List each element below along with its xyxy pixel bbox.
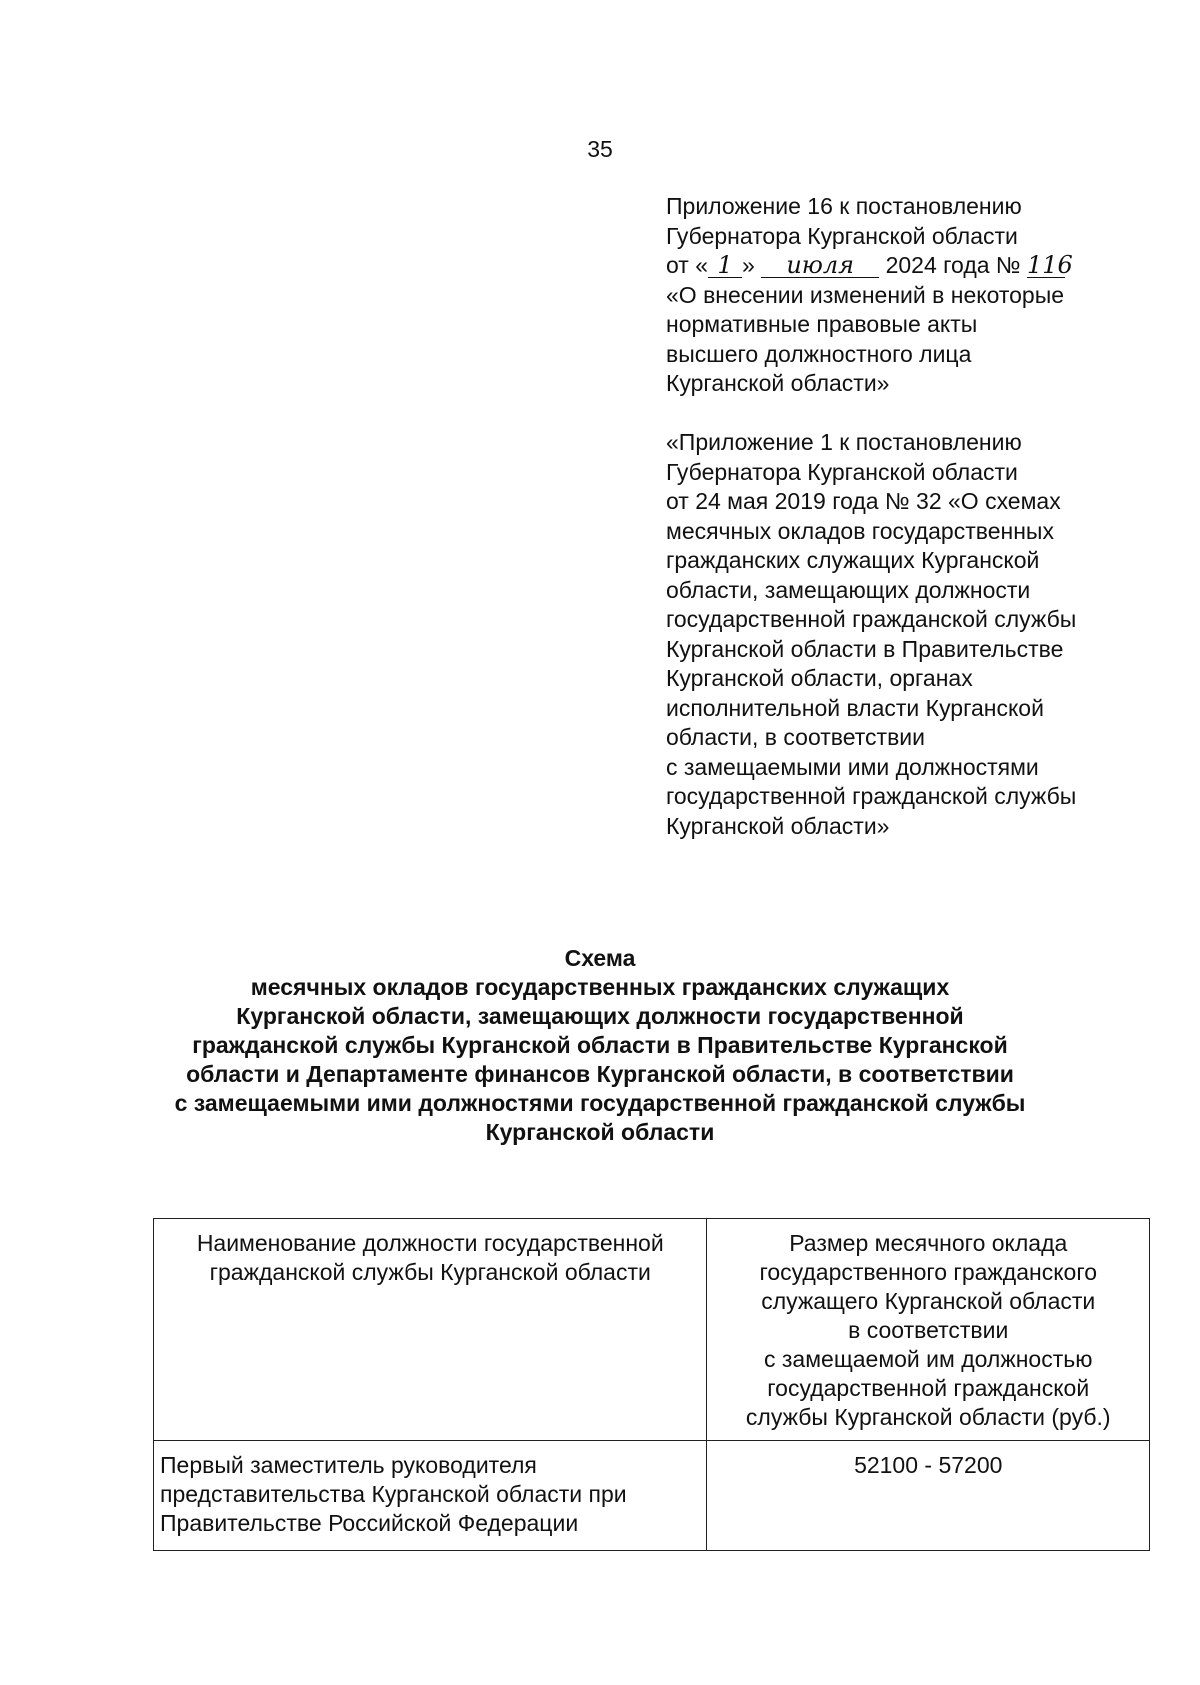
title-line: Схема: [564, 945, 636, 971]
title-line: с замещаемыми ими должностями государственной гражданской службы: [174, 1090, 1026, 1116]
appendix-ref-line: месячных окладов государственных: [666, 517, 1054, 544]
appendix-line: нормативные правовые акты: [666, 311, 978, 337]
appendix-ref-line: Губернатора Курганской области: [666, 458, 1018, 485]
date-year: 2024 года №: [885, 252, 1021, 278]
appendix-ref-line: от 24 мая 2019 года № 32 «О схемах: [666, 488, 1061, 514]
appendix-ref-line: исполнительной власти Курганской: [666, 694, 1044, 721]
title-line: Курганской области, замещающих должности государственной: [236, 1003, 964, 1029]
appendix-ref-line: гражданских служащих Курганской: [666, 547, 1040, 573]
spacer: [666, 399, 1166, 429]
date-mid: »: [742, 252, 755, 278]
salary-table: [153, 1218, 1150, 1551]
appendix-ref-line: Курганской области»: [666, 812, 890, 839]
appendix-date-line: [666, 251, 1166, 281]
appendix-ref-line: государственной гражданской службы: [666, 783, 1077, 809]
table-row: [154, 1441, 1150, 1551]
header-salary: Размер месячного оклада государственного гражданского служащего Курганской области в соответствии с замещаемой им должностью государственной гражданской службы Курганской области (руб.): [707, 1219, 1150, 1441]
document-title: [0, 944, 1200, 1147]
appendix-ref-line: «Приложение 1 к постановлению: [666, 429, 1022, 455]
appendix-ref-line: Курганской области в Правительстве: [666, 635, 1064, 662]
appendix-ref-line: области, замещающих должности: [666, 576, 1031, 603]
appendix-line: Курганской области»: [666, 370, 890, 396]
handwritten-day: 1: [708, 253, 742, 278]
appendix-ref-line: области, в соответствии: [666, 724, 925, 750]
title-line: месячных окладов государственных гражданских служащих: [250, 974, 950, 1000]
table-header-row: [154, 1219, 1150, 1441]
date-prefix: от «: [666, 252, 709, 278]
appendix-ref-line: с замещаемыми ими должностями: [666, 753, 1039, 780]
appendix-line: высшего должностного лица: [666, 340, 972, 367]
cell-salary: 52100 - 57200: [707, 1441, 1150, 1551]
title-line: области и Департаменте финансов Курганской области, в соответствии: [186, 1061, 1014, 1087]
page-number: 35: [587, 136, 613, 162]
title-line: гражданской службы Курганской области в Правительстве Курганской: [192, 1032, 1008, 1058]
appendix-ref-line: Курганской области, органах: [666, 665, 973, 691]
appendix-line: Приложение 16 к постановлению: [666, 193, 1022, 219]
header-position: Наименование должности государственной гражданской службы Курганской области: [154, 1219, 707, 1441]
cell-position: Первый заместитель руководителя представительства Курганской области при Правительстве Российской Федерации: [154, 1441, 707, 1551]
handwritten-number: 116: [1027, 251, 1073, 279]
appendix-ref-line: государственной гражданской службы: [666, 606, 1077, 632]
title-line: Курганской области: [485, 1119, 715, 1145]
appendix-line: «О внесении изменений в некоторые: [666, 281, 1065, 308]
handwritten-month: июля: [761, 253, 879, 278]
appendix-line: Губернатора Курганской области: [666, 222, 1018, 249]
appendix-block: [666, 192, 1166, 841]
